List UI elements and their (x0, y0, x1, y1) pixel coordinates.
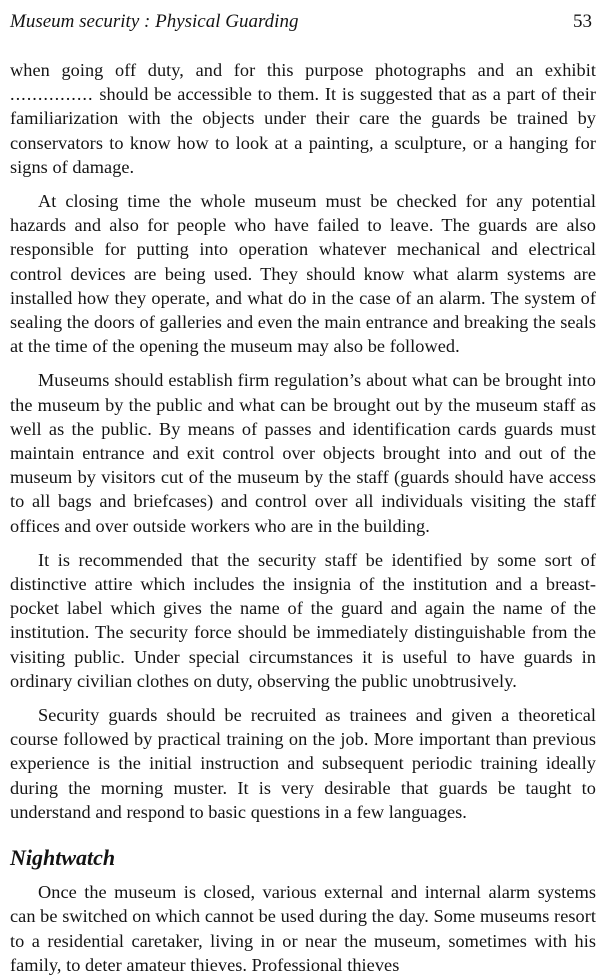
page-number: 53 (573, 11, 592, 32)
paragraph-attire: It is recommended that the security staff be identified by some sort of distinctive attire which includes the insignia of the institution and a breast-pocket label which gives the name of the guard and again the name of the institution. The security force should be immediately distinguishable from the visiting public. Under special circumstances it is useful to have guards in ordinary civilian clothes on duty, observing the public unobtrusively. (10, 549, 596, 691)
paragraph-regulations: Museums should establish firm regulation’s about what can be brought into the museum by the public and what can be brought out by the museum staff as well as the public. By means of passes and identification cards guards must maintain entrance and exit control over objects brought into and out of the museum by visitors cut of the museum by the staff (guards should have access to all bags and briefcases) and control over all individuals visiting the staff offices and over outside workers who are in the building. (10, 370, 596, 536)
section-heading: Nightwatch (10, 845, 116, 871)
running-title: Museum security : Physical Guarding (10, 11, 299, 32)
paragraph-nightwatch: Once the museum is closed, various external and internal alarm systems can be switched on which cannot be used during the day. Some museums resort to a residential caretaker, living in or near the museum, sometimes with his family, to deter amateur thieves. Professional thieves (10, 882, 596, 975)
elided-dots: ............... (10, 84, 94, 105)
paragraph-training: Security guards should be recruited as trainees and given a theoretical course followed by practical training on the job. More important than previous experience is the initial instruction and subsequent periodic training ideally during the morning muster. It is very desirable that guards be taught to understand and respond to basic questions in a few languages. (10, 705, 596, 822)
paragraph-continued-lead: when going off duty, and for this purpose photographs and an exhibit (10, 60, 596, 80)
paragraph-closing-time: At closing time the whole museum must be checked for any potential hazards and also for people who have failed to leave. The guards are also responsible for putting into operation whatever mechanical and electrical control devices are being used. They should know what alarm systems are installed how they operate, and what do in the case of an alarm. The system of sealing the doors of galleries and even the main entrance and breaking the seals at the time of the opening the museum may also be followed. (10, 191, 596, 357)
body-text (10, 58, 596, 977)
paragraph-continued-rest: should be accessible to them. It is suggested that as a part of their familiarization with the objects under their care the guards be trained by conservators to know how to look at a painting, a sculpture, or a hanging for signs of damage. (10, 84, 596, 177)
running-head (10, 9, 592, 35)
book-page (10, 0, 596, 976)
paragraph-continued (10, 58, 596, 179)
